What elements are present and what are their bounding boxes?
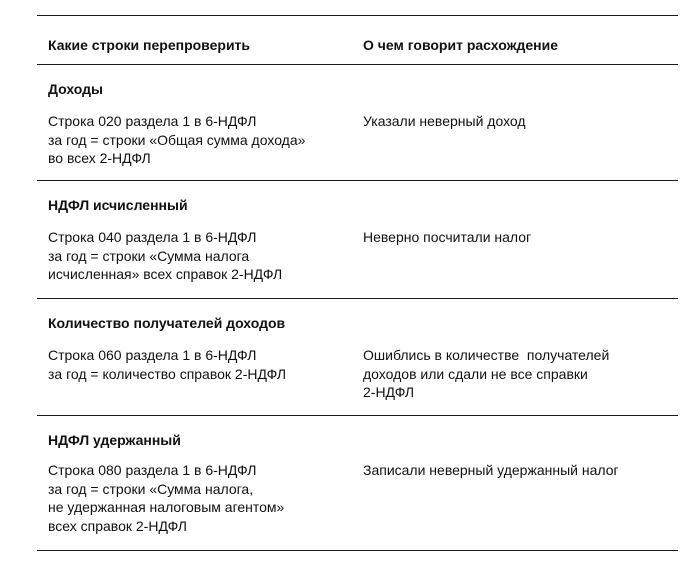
- section-condition: Строка 040 раздела 1 в 6-НДФЛ за год = строки «Сумма налога исчисленная» всех справок 2-НДФЛ: [48, 229, 283, 282]
- section-meaning: Указали неверный доход: [363, 113, 526, 129]
- section-meaning: Записали неверный удержанный налог: [363, 462, 619, 478]
- section-condition: Строка 020 раздела 1 в 6-НДФЛ за год = строки «Общая сумма дохода» во всех 2-НДФЛ: [48, 113, 306, 166]
- table-header: [37, 16, 678, 64]
- section-condition: Строка 080 раздела 1 в 6-НДФЛ за год = строки «Сумма налога, не удержанная налоговым агентом» всех справок 2-НДФЛ: [48, 462, 285, 534]
- section-tax-calculated: [37, 181, 678, 298]
- table-bottom-rule: [37, 550, 678, 551]
- section-recipients-count: [37, 299, 678, 415]
- section-income: [37, 65, 678, 180]
- section-meaning: Ошиблись в количестве получателей доходов или сдали не все справки 2-НДФЛ: [363, 347, 610, 400]
- section-title: НДФЛ удержанный: [48, 432, 181, 448]
- section-condition: Строка 060 раздела 1 в 6-НДФЛ за год = количество справок 2-НДФЛ: [48, 347, 287, 382]
- header-col-lines: Какие строки перепроверить: [48, 37, 251, 53]
- section-title: НДФЛ исчисленный: [48, 197, 188, 213]
- section-meaning: Неверно посчитали налог: [363, 229, 532, 245]
- header-col-meaning: О чем говорит расхождение: [363, 37, 559, 53]
- section-tax-withheld: [37, 416, 678, 550]
- check-table: [37, 15, 678, 551]
- section-title: Количество получателей доходов: [48, 315, 286, 331]
- section-title: Доходы: [48, 81, 103, 97]
